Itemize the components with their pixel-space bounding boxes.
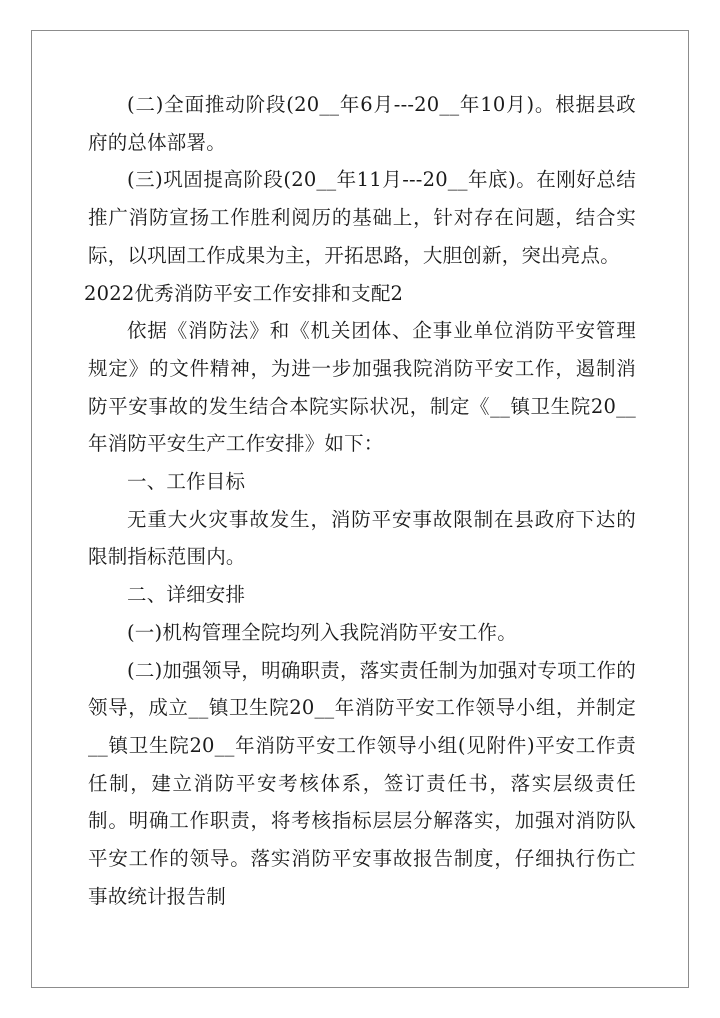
- section-heading: 2022优秀消防平安工作安排和支配2: [84, 281, 404, 305]
- paragraph-leadership: (二)加强领导，明确职责，落实责任制为加强对专项工作的领导，成立__镇卫生院20__年消防平安工作领导小组，并制定__镇卫生院20__年消防平安工作领导小组(见附件)平安工作责任制，建立消防平安考核体系，签订责任书，落实层级责任制。明确工作职责，将考核指标层层分解落实，加强对消防队平安工作的领导。落实消防平安事故报告制度，仔细执行伤亡事故统计报告制: [88, 658, 636, 908]
- paragraph-stage-three: (三)巩固提高阶段(20__年11月---20__年底)。在刚好总结推广消防宣扬工作胜利阅历的基础上，针对存在问题，结合实际，以巩固工作成果为主，开拓思路，大胆创新，突出亮点。: [88, 168, 636, 267]
- paragraph-intro: 依据《消防法》和《机关团体、企事业单位消防平安管理规定》的文件精神，为进一步加强我院消防平安工作，遏制消防平安事故的发生结合本院实际状况，制定《__镇卫生院20__年消防平安生产工作安排》如下：: [88, 319, 636, 456]
- heading-work-goal: 一、工作目标: [127, 470, 246, 494]
- paragraph-organization: (一)机构管理全院均列入我院消防平安工作。: [127, 620, 517, 644]
- document-body: [84, 86, 636, 915]
- paragraph-stage-two: (二)全面推动阶段(20__年6月---20__年10月)。根据县政府的总体部署。: [88, 93, 636, 154]
- heading-detailed-arrangement: 二、详细安排: [127, 583, 246, 607]
- paragraph-work-goal: 无重大火灾事故发生，消防平安事故限制在县政府下达的限制指标范围内。: [88, 507, 636, 569]
